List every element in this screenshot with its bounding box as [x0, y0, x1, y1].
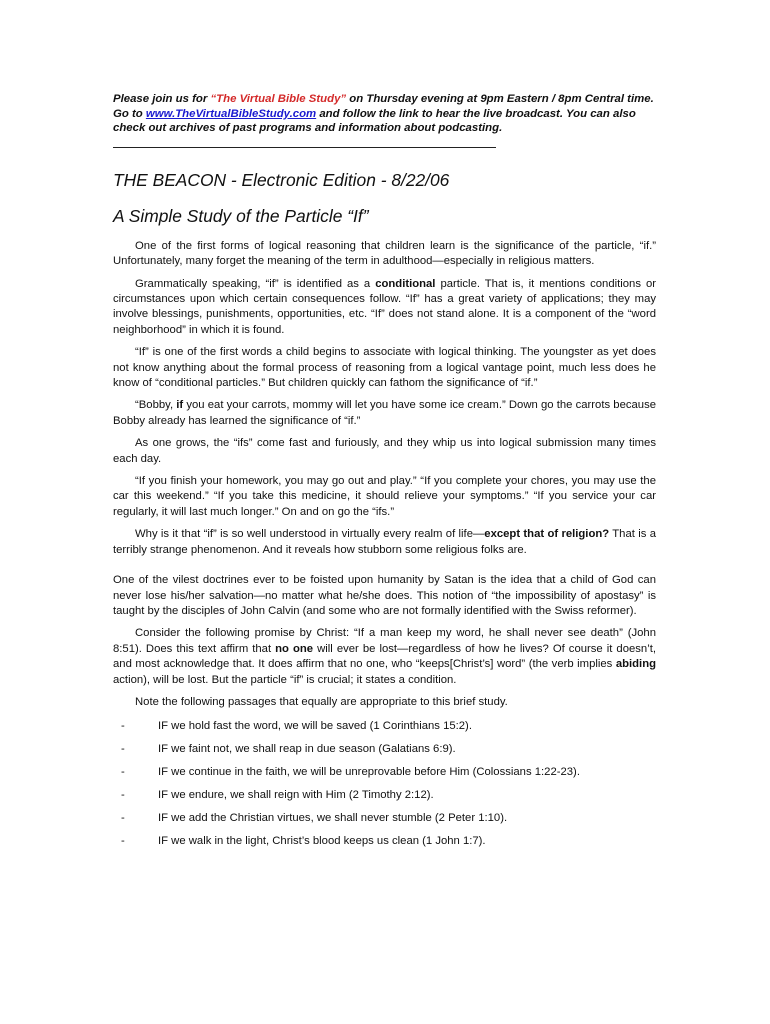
- paragraph-2-text-b: particle. That is, it mentions conditions or circumstances upon which certain consequences follow. “If” has a great variety of applications; they may involve blessings, punishments, opportunities, etc. “If” does not stand alone. It is a component of the “word neighborhood” in which it is found.: [113, 277, 656, 336]
- list-bullet: -: [121, 812, 125, 825]
- paragraph-7-text-b: That is a terribly strange phenomenon. And it reveals how stubborn some religious folks are.: [113, 528, 656, 556]
- paragraph-1: One of the first forms of logical reasoning that children learn is the significance of the particle, “if.” Unfortunately, many forget the meaning of the term in adulthood—especially in religious matters.: [113, 239, 656, 268]
- paragraph-9-text-b: will ever be lost—regardless of how he lives? Of course it doesn’t, and most acknowledge that. It does affirm that no one, who “keeps[Christ’s] word” (the verb implies: [113, 642, 656, 671]
- list-item-text: IF we endure, we shall reign with Him (2 Timothy 2:12).: [158, 789, 434, 802]
- paragraph-4-text-b: you eat your carrots, mommy will let you have some ice cream.” Down go the carrots because Bobby already has learned the significance of “if.”: [113, 399, 656, 427]
- paragraph-10: Note the following passages that equally are appropriate to this brief study.: [135, 695, 508, 708]
- website-link[interactable]: www.TheVirtualBibleStudy.com: [145, 107, 317, 120]
- list-item: [113, 834, 656, 849]
- program-name: “The Virtual Bible Study”: [210, 93, 347, 105]
- list-item: [113, 765, 656, 780]
- document-page: [113, 92, 656, 857]
- list-bullet: -: [121, 766, 125, 779]
- newsletter-title: THE BEACON - Electronic Edition - 8/22/06: [113, 169, 450, 190]
- announcement-text-3: and follow the link to hear the live broadcast. You can also check out archives of past programs and information about podcasting.: [113, 107, 636, 135]
- paragraph-4-text-a: “Bobby,: [135, 399, 177, 412]
- announcement-text-2: on Thursday evening at 9pm Eastern / 8pm Central time. Go to: [113, 93, 654, 120]
- list-item-text: IF we walk in the light, Christ’s blood keeps us clean (1 John 1:7).: [158, 835, 486, 848]
- paragraph-9-emphasis-1: no one: [275, 642, 314, 655]
- list-bullet: -: [121, 835, 125, 848]
- paragraph-4-emphasis: if: [176, 399, 184, 412]
- list-item-text: IF we continue in the faith, we will be unreprovable before Him (Colossians 1:22-23).: [158, 766, 580, 779]
- announcement-text-1: Please join us for: [113, 93, 211, 105]
- paragraph-2-emphasis: conditional: [375, 277, 436, 290]
- list-item: [113, 719, 656, 734]
- paragraph-3: “If” is one of the first words a child begins to associate with logical thinking. The youngster as yet does not know anything about the formal process of reasoning from a logical vantage point, much less does he know of “conditional particles.” But children quickly can fathom the significance of “if.”: [113, 346, 656, 390]
- paragraph-9-text-c: action), will be lost. But the particle “if” is crucial; it states a condition.: [113, 673, 457, 686]
- paragraph-9: [113, 626, 656, 688]
- paragraph-5: As one grows, the “ifs” come fast and furiously, and they whip us into logical submission many times each day.: [113, 437, 656, 465]
- list-item-text: IF we hold fast the word, we will be saved (1 Corinthians 15:2).: [158, 720, 472, 733]
- announcement: [113, 92, 656, 136]
- list-item: [113, 811, 656, 826]
- paragraph-2: [113, 277, 656, 339]
- list-item-text: IF we add the Christian virtues, we shall never stumble (2 Peter 1:10).: [158, 812, 508, 825]
- paragraph-2-text-a: Grammatically speaking, “if” is identified as a: [135, 277, 376, 290]
- list-bullet: -: [121, 743, 125, 756]
- paragraph-7-text-a: Why is it that “if” is so well understood in virtually every realm of life—: [135, 528, 485, 541]
- list-item: [113, 788, 656, 803]
- list-item: [113, 742, 656, 757]
- list-item-text: IF we faint not, we shall reap in due season (Galatians 6:9).: [158, 743, 456, 756]
- paragraph-4: [113, 398, 656, 429]
- scripture-list: [113, 719, 656, 849]
- list-bullet: -: [121, 720, 125, 733]
- horizontal-rule: [113, 147, 496, 148]
- paragraph-9-emphasis-2: abiding: [615, 658, 656, 671]
- paragraph-7-emphasis: except that of religion?: [484, 528, 610, 541]
- paragraph-7: [113, 527, 656, 558]
- article-title: A Simple Study of the Particle “If”: [113, 205, 369, 226]
- paragraph-6: “If you finish your homework, you may go out and play.” “If you complete your chores, you may use the car this weekend.” “If you take this medicine, it should relieve your symptoms.” “If you service your car regularly, it will last much longer.” On and on go the “ifs.”: [113, 475, 656, 518]
- paragraph-8: One of the vilest doctrines ever to be foisted upon humanity by Satan is the idea that a child of God can never lose his/her salvation—no matter what he/she does. This notion of “the impossibility of apostasy” is taught by the disciples of John Calvin (and some who are not formally identified with the Swiss reformer).: [113, 574, 656, 617]
- paragraph-9-text-a: Consider the following promise by Christ: “If a man keep my word, he shall never see death” (John 8:51). Does this text affirm that: [113, 627, 656, 655]
- list-bullet: -: [121, 789, 125, 802]
